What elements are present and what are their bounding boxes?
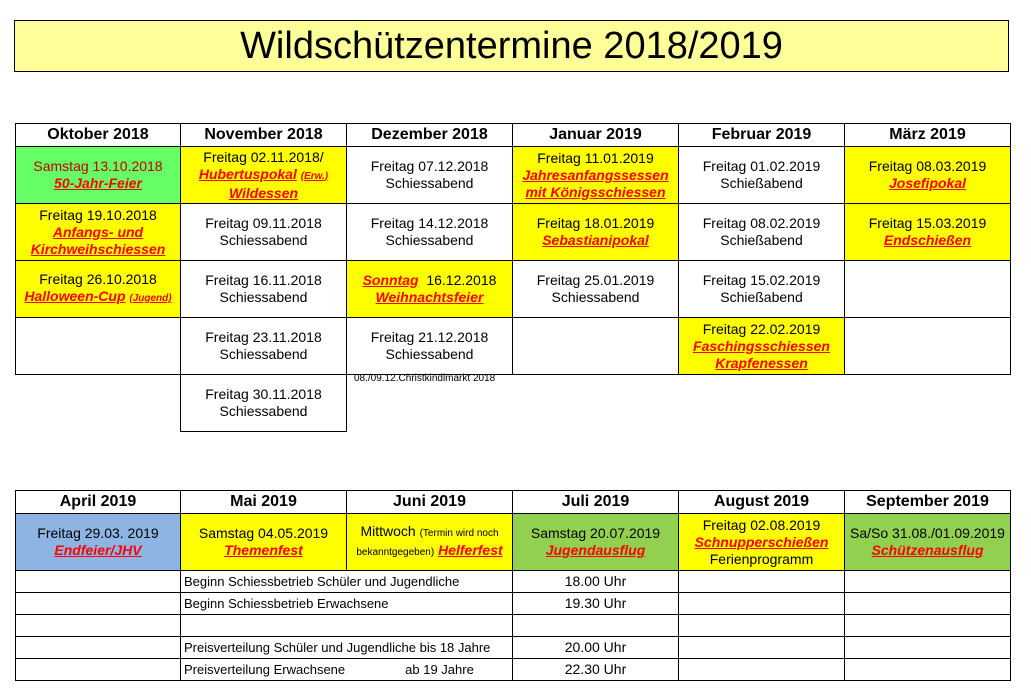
header-oktober: Oktober 2018	[16, 124, 181, 147]
event-cell	[513, 261, 679, 318]
info-time: 20.00 Uhr	[513, 637, 679, 659]
event-date: Freitag 15.02.2019	[702, 272, 821, 288]
event-title: Themenfest	[224, 542, 303, 558]
event-title: Jahresanfangssessen	[522, 166, 669, 183]
event-day: Sonntag	[362, 272, 419, 288]
event-note: bekanntgegeben)	[356, 547, 435, 558]
event-title: Josefipokal	[888, 175, 967, 191]
event-title: Endschießen	[883, 232, 972, 248]
event-title: Kirchweihschiessen	[30, 240, 166, 257]
empty-cell	[845, 261, 1011, 318]
info-time: 19.30 Uhr	[513, 593, 679, 615]
header-januar: Januar 2019	[513, 124, 679, 147]
schedule-table-2	[15, 490, 1011, 681]
event-date: Freitag 16.11.2018	[205, 272, 322, 288]
event-date: Freitag 18.01.2019	[536, 215, 655, 231]
event-title: Endfeier/JHV	[54, 542, 142, 558]
event-title: Krapfenessen	[715, 354, 808, 371]
schedule-table-1	[15, 123, 1011, 432]
event-title: Schiessabend	[385, 175, 474, 191]
event-cell	[347, 147, 513, 204]
event-cell	[16, 147, 181, 204]
event-date: Freitag 07.12.2018	[370, 158, 489, 174]
event-title: Schießabend	[720, 175, 803, 191]
header-juni: Juni 2019	[347, 491, 513, 514]
header-maerz: März 2019	[845, 124, 1011, 147]
event-title: Schiessabend	[219, 232, 308, 248]
header-februar: Februar 2019	[679, 124, 845, 147]
header-november: November 2018	[181, 124, 347, 147]
event-cell	[679, 318, 845, 375]
event-title: Schiessabend	[219, 289, 308, 305]
event-date: Freitag 25.01.2019	[536, 272, 655, 288]
event-cell	[845, 204, 1011, 261]
event-title: Schiessabend	[385, 232, 474, 248]
info-time: 22.30 Uhr	[513, 659, 679, 681]
event-cell	[679, 147, 845, 204]
header-mai: Mai 2019	[181, 491, 347, 514]
event-date: Freitag 29.03. 2019	[37, 525, 159, 541]
event-date: Freitag 11.01.2019	[537, 149, 654, 166]
event-date: Freitag 14.12.2018	[370, 215, 489, 231]
event-title: Schießabend	[720, 289, 803, 305]
event-date: Samstag 20.07.2019	[530, 525, 661, 541]
event-date: Freitag 01.02.2019	[702, 158, 821, 174]
event-date: Freitag 30.11.2018	[205, 386, 322, 402]
event-cell	[347, 318, 513, 375]
event-title: mit Königsschiessen	[525, 183, 666, 200]
event-title: Schiessabend	[219, 403, 308, 419]
event-date: Freitag 02.11.2018/	[203, 148, 324, 165]
event-date: Freitag 08.03.2019	[868, 158, 987, 174]
info-time	[513, 615, 679, 637]
event-cell	[181, 204, 347, 261]
page-title: Wildschützentermine 2018/2019	[14, 20, 1009, 72]
event-cell	[679, 204, 845, 261]
event-title: Halloween-Cup	[24, 288, 126, 304]
event-cell	[181, 147, 347, 204]
info-label-text: Preisverteilung Erwachsene	[184, 662, 346, 677]
event-cell	[181, 375, 347, 432]
event-note: (Jugend)	[129, 293, 172, 304]
info-label: Beginn Schiessbetrieb Erwachsene	[181, 593, 513, 615]
event-cell	[347, 261, 513, 318]
event-title: Helferfest	[438, 542, 503, 558]
event-title: Sebastianipokal	[542, 232, 649, 248]
event-cell	[16, 204, 181, 261]
event-cell	[513, 204, 679, 261]
event-cell	[181, 318, 347, 375]
event-title: Schiessabend	[385, 346, 474, 362]
event-title: Schiessabend	[219, 346, 308, 362]
event-date: Freitag 22.02.2019	[702, 320, 821, 337]
info-label-age: ab 19 Jahre	[405, 662, 474, 677]
event-title: Hubertuspokal	[198, 165, 297, 182]
event-cell	[181, 514, 347, 571]
event-cell	[347, 514, 513, 571]
event-title: Wildessen	[228, 184, 299, 201]
event-cell	[181, 261, 347, 318]
event-cell	[513, 514, 679, 571]
christkindlmarkt-note: 08./09.12.Christkindlmarkt 2018	[354, 373, 496, 384]
info-label: Preisverteilung Schüler und Jugendliche bis 18 Jahre	[181, 637, 513, 659]
empty-cell	[513, 318, 679, 375]
event-date: Freitag 08.02.2019	[702, 215, 821, 231]
event-title: Anfangs- und	[52, 223, 144, 240]
event-title: Weihnachtsfeier	[375, 289, 484, 305]
event-date: Freitag 21.12.2018	[370, 329, 489, 345]
header-august: August 2019	[679, 491, 845, 514]
info-label	[181, 615, 513, 637]
event-cell	[347, 204, 513, 261]
empty-cell	[16, 318, 181, 375]
event-title: Schießabend	[720, 232, 803, 248]
event-note: (Termin wird noch	[419, 528, 499, 539]
event-title: Schützenausflug	[871, 542, 984, 558]
event-date: Freitag 02.08.2019	[702, 516, 821, 533]
event-cell	[513, 147, 679, 204]
event-date: Freitag 26.10.2018	[39, 271, 157, 287]
event-date: Freitag 23.11.2018	[205, 329, 322, 345]
empty-cell	[845, 318, 1011, 375]
event-title: Schnupperschießen	[694, 533, 829, 550]
event-title: Faschingsschiessen	[693, 337, 830, 354]
event-note: (Erw.)	[300, 170, 329, 182]
info-label	[181, 659, 513, 681]
event-cell	[16, 261, 181, 318]
header-september: September 2019	[845, 491, 1011, 514]
header-april: April 2019	[16, 491, 181, 514]
event-date: 16.12.2018	[426, 272, 497, 288]
event-subtitle: Ferienprogramm	[709, 550, 814, 567]
event-cell	[845, 514, 1011, 571]
header-dezember: Dezember 2018	[347, 124, 513, 147]
event-date: Freitag 19.10.2018	[39, 206, 157, 223]
event-cell	[845, 147, 1011, 204]
event-date: Samstag 04.05.2019	[198, 525, 329, 541]
event-title: Schiessabend	[551, 289, 640, 305]
event-cell	[16, 514, 181, 571]
header-juli: Juli 2019	[513, 491, 679, 514]
event-date: Freitag 09.11.2018	[205, 215, 322, 231]
event-cell	[679, 261, 845, 318]
event-date: Sa/So 31.08./01.09.2019	[850, 525, 1005, 541]
event-cell	[679, 514, 845, 571]
info-time: 18.00 Uhr	[513, 571, 679, 593]
info-label: Beginn Schiessbetrieb Schüler und Jugendliche	[181, 571, 513, 593]
event-day: Mittwoch	[360, 523, 416, 539]
event-date: Freitag 15.03.2019	[868, 215, 987, 231]
event-title: Jugendausflug	[545, 542, 646, 558]
event-date: Samstag 13.10.2018	[33, 158, 163, 174]
event-title: 50-Jahr-Feier	[54, 175, 142, 191]
